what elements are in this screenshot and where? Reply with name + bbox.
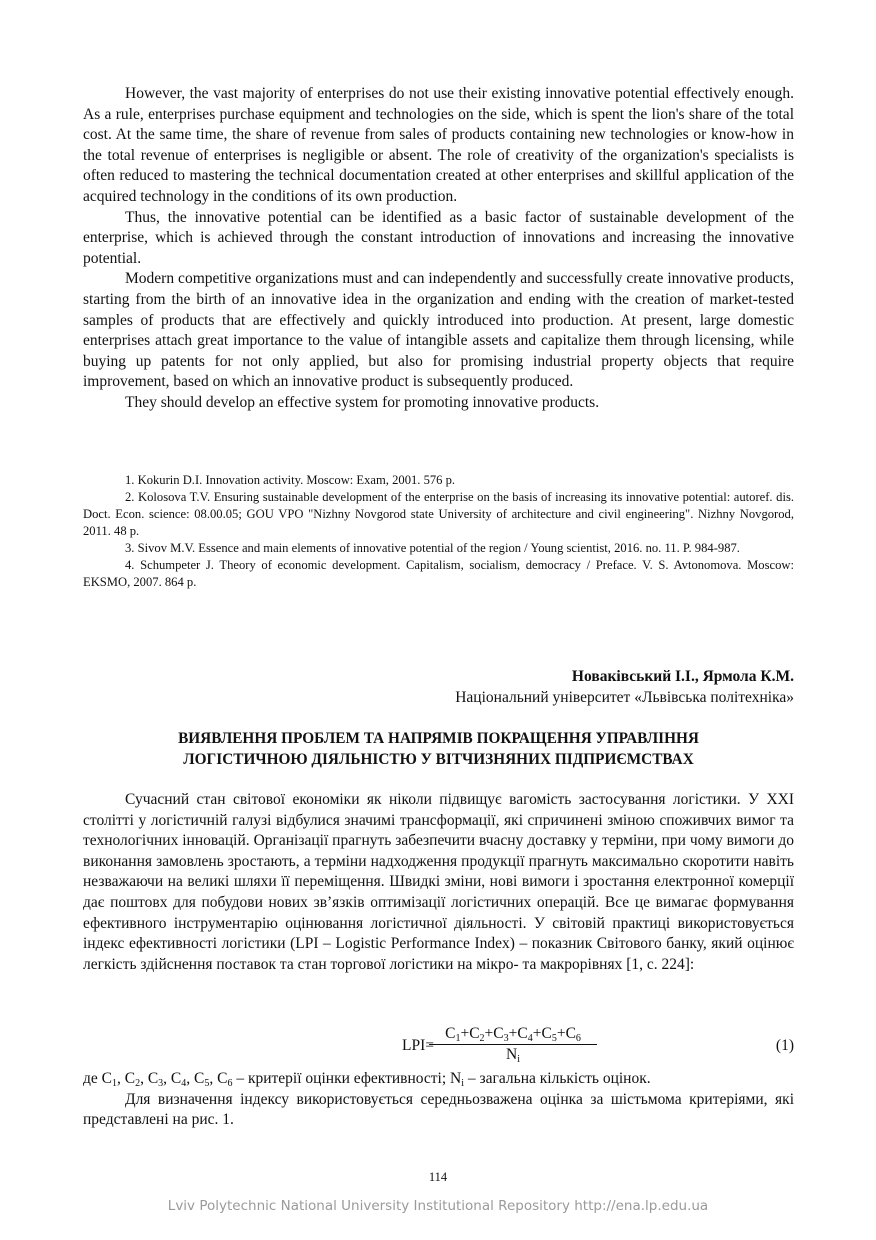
repository-footer: Lviv Polytechnic National University Institutional Repository http://ena.lp.edu.ua xyxy=(167,1198,709,1214)
formula-term: $C_5$ xyxy=(541,1025,557,1044)
english-text-block xyxy=(83,84,794,414)
paragraph: Thus, the innovative potential can be identified as a basic factor of sustainable development of the enterprise, which is achieved through the constant introduction of innovations and increasing the innovative potential. xyxy=(83,208,794,267)
formula-plus: + xyxy=(484,1025,494,1042)
title-line: ВИЯВЛЕННЯ ПРОБЛЕМ ТА НАПРЯМІВ ПОКРАЩЕННЯ УПРАВЛІННЯ xyxy=(178,730,699,747)
paragraph: However, the vast majority of enterprises do not use their existing innovative potential effectively enough. As a rule, enterprises purchase equipment and technologies on the side, which is spent the lion's share of the total cost. At the same time, the share of revenue from sales of products containing new technologies or know-how in the total revenue of enterprises is negligible or absent. The role of creativity of the organization's specialists is often reduced to mastering the technical documentation created at other enterprises and skillful application of the acquired technology in the conditions of its own production. xyxy=(83,85,794,205)
formula-numerator xyxy=(429,1025,597,1045)
formula-term: $C_2$ xyxy=(469,1025,485,1044)
formula-term: $C_4$ xyxy=(517,1025,533,1044)
article-title xyxy=(83,728,794,770)
equation-number: (1) xyxy=(775,1037,794,1054)
reference-item: 2. Kolosova T.V. Ensuring sustainable development of the enterprise on the basis of increasing its innovative potential: autoref. dis. Doct. Econ. science: 08.00.05; GOU VPO "Nizhny Novgorod state University of architecture and civil engineering". Nizhny Novgorod, 2011. 48 p. xyxy=(83,490,794,538)
paragraph: Для визначення індексу використовується середньозважена оцінка за шістьмома критеріями, які представлені на рис. 1. xyxy=(83,1090,794,1129)
title-line: ЛОГІСТИЧНОЮ ДІЯЛЬНІСТЮ У ВІТЧИЗНЯНИХ ПІДПРИЄМСТВАХ xyxy=(183,751,694,768)
paragraph: Сучасний стан світової економіки як ніколи підвищує вагомість застосування логістики. У XXI столітті у логістичній галузі відбулися значимі трансформації, які спричинені зміною споживчих вимог та технологічних інновацій. Організації прагнуть забезпечити вчасну доставку у терміни, при чому вимоги до виконання замовлень зростають, а терміни надходження продукції прагнуть максимально скоротити навіть незважаючи на великі шляхи її переміщення. Швидкі зміни, нові вимоги і зростання електронної комерції дає поштовх для побудови нових зв’язків оптимізації логістичних операцій. Все це вимагає формування ефективного інструментарію оцінювання логістичної діяльності. У світовій практиці використовується індекс ефективності логістики (LPI – Logistic Performance Index) – показник Світового банку, який оцінює легкість здійснення поставок та стан торгової логістики на мікро- та макрорівнях [1, с. 224]: xyxy=(83,791,794,973)
formula-term: $C_3$ xyxy=(493,1025,509,1044)
paragraph: They should develop an effective system for promoting innovative products. xyxy=(125,393,600,411)
formula-plus: + xyxy=(556,1025,566,1042)
formula-explanation: де $C_1$, $C_2$, $C_3$, $C_4$, $C_5$, $C_6$ – критерії оцінки ефективності; $N_i$ – загальна кількість оцінок. xyxy=(83,1070,651,1089)
formula-denominator: $N_i$ xyxy=(506,1046,520,1065)
reference-list xyxy=(83,472,794,591)
formula-term: $C_1$ xyxy=(445,1025,461,1044)
formula-fraction xyxy=(429,1025,597,1064)
ukrainian-text-block-2 xyxy=(83,1069,794,1131)
ukrainian-text-block xyxy=(83,790,794,975)
formula-lpi xyxy=(83,1025,794,1071)
formula-lhs: LPI= xyxy=(402,1037,434,1054)
formula-plus: + xyxy=(460,1025,470,1042)
reference-item: 1. Kokurin D.I. Innovation activity. Moscow: Exam, 2001. 576 p. xyxy=(125,473,456,487)
page-number: 114 xyxy=(428,1170,448,1184)
reference-item: 4. Schumpeter J. Theory of economic development. Capitalism, socialism, democracy / Preface. V. S. Avtonomova. Moscow: EKSMO, 2007. 864 p. xyxy=(83,558,794,589)
author-block xyxy=(455,666,794,708)
paragraph: Modern competitive organizations must and can independently and successfully create innovative products, starting from the birth of an innovative idea in the organization and ending with the creation of market-tested samples of products that are effectively and quickly introduced into production. At present, large domestic enterprises attach great importance to the value of intangible assets and capitalize them through licensing, while buying up patents for not only applied, but also for promising industrial property objects that require improvement, based on which an innovative product is subsequently produced. xyxy=(83,270,794,391)
formula-term: $C_6$ xyxy=(565,1025,581,1044)
formula-plus: + xyxy=(508,1025,518,1042)
author-affiliation: Національний університет «Львівська політехніка» xyxy=(455,689,794,706)
formula-plus: + xyxy=(532,1025,542,1042)
author-names: Новаківський І.І., Ярмола К.М. xyxy=(571,668,794,685)
reference-item: 3. Sivov M.V. Essence and main elements of innovative potential of the region / Young scientist, 2016. no. 11. P. 984-987. xyxy=(125,541,740,555)
